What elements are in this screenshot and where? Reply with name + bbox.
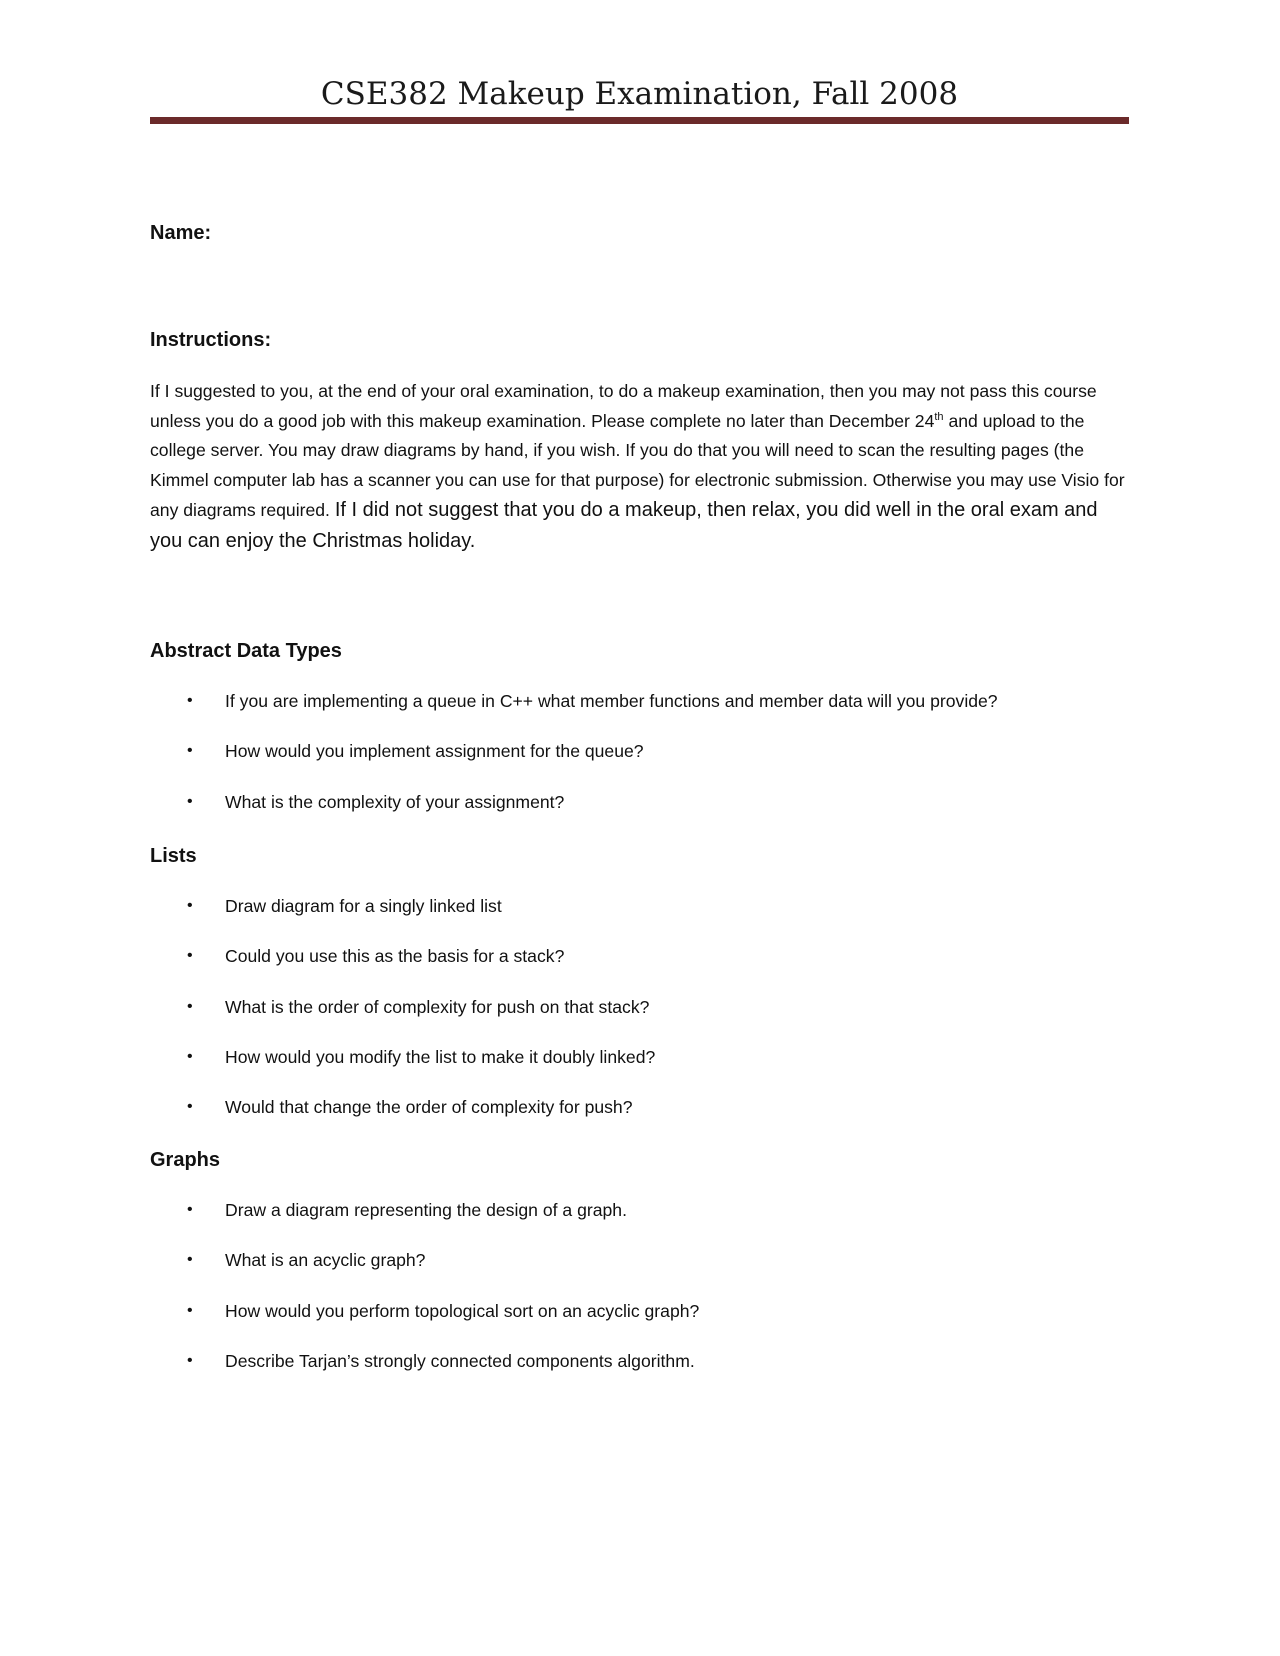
bullet-icon: •	[187, 1098, 193, 1116]
instructions-superscript: th	[934, 410, 944, 423]
bullet-icon: •	[187, 1201, 193, 1218]
list-item	[150, 689, 1135, 739]
list-item	[150, 1095, 1135, 1145]
list-item	[150, 894, 1135, 944]
question-text: What is the complexity of your assignment?	[225, 791, 565, 812]
question-text: Would that change the order of complexity for push?	[225, 1097, 633, 1118]
page-title: CSE382 Makeup Examination, Fall 2008	[320, 76, 959, 112]
name-label: Name:	[150, 222, 212, 244]
question-text: Draw diagram for a singly linked list	[225, 896, 502, 916]
section-heading-lists: Lists	[150, 845, 197, 867]
question-text: What is an acyclic graph?	[225, 1250, 426, 1271]
bullet-icon: •	[187, 692, 193, 709]
bullet-icon: •	[187, 1301, 193, 1319]
instructions-text-part3: If I did not suggest that you do a makeup, then relax, you did well in the oral exam and you can enjoy the Christmas holiday.	[150, 499, 1098, 552]
title-underline-rule	[150, 117, 1129, 124]
bullet-icon: •	[187, 742, 193, 760]
question-text: How would you modify the list to make it doubly linked?	[225, 1046, 656, 1067]
question-text: How would you perform topological sort on an acyclic graph?	[225, 1300, 700, 1321]
bullet-icon: •	[187, 792, 193, 810]
bullet-icon: •	[187, 997, 193, 1015]
question-text: How would you implement assignment for the queue?	[225, 741, 644, 762]
section-heading-graphs: Graphs	[150, 1149, 221, 1171]
instructions-paragraph	[150, 377, 1135, 556]
question-text: Could you use this as the basis for a stack?	[225, 946, 565, 967]
bullet-icon: •	[187, 947, 193, 965]
instructions-text-part2: and upload to the college server. You may draw diagrams by hand, if you wish. If you do that you will need to scan the resulting pages (the Kimmel computer lab has a scanner you can use for that purpose) for electronic submission. Otherwise you may use Visio for any diagrams required.	[150, 410, 1125, 520]
instructions-label: Instructions:	[150, 329, 272, 351]
list-item	[150, 739, 1135, 789]
list-item	[150, 1045, 1135, 1095]
list-item	[150, 1248, 1135, 1298]
bullet-icon: •	[187, 897, 193, 914]
question-text: If you are implementing a queue in C++ what member functions and member data will you provide?	[225, 691, 998, 711]
list-item	[150, 1349, 1135, 1399]
section-heading-abstract-data-types: Abstract Data Types	[150, 640, 342, 662]
question-text: Describe Tarjan’s strongly connected components algorithm.	[225, 1350, 695, 1371]
bullet-icon: •	[187, 1351, 193, 1369]
question-list-lists	[150, 894, 1135, 1145]
list-item	[150, 944, 1135, 994]
question-list-graphs	[150, 1198, 1135, 1399]
question-list-abstract-data-types	[150, 689, 1135, 840]
list-item	[150, 790, 1135, 840]
instructions-text-part1: If I suggested to you, at the end of your oral examination, to do a makeup examination, then you may not pass this course unless you do a good job with this makeup examination. Please complete no later than December 24	[150, 381, 1097, 431]
question-text: What is the order of complexity for push on that stack?	[225, 996, 650, 1017]
list-item	[150, 1299, 1135, 1349]
list-item	[150, 1198, 1135, 1248]
list-item	[150, 995, 1135, 1045]
bullet-icon: •	[187, 1047, 193, 1065]
bullet-icon: •	[187, 1251, 193, 1269]
question-text: Draw a diagram representing the design of a graph.	[225, 1200, 627, 1220]
